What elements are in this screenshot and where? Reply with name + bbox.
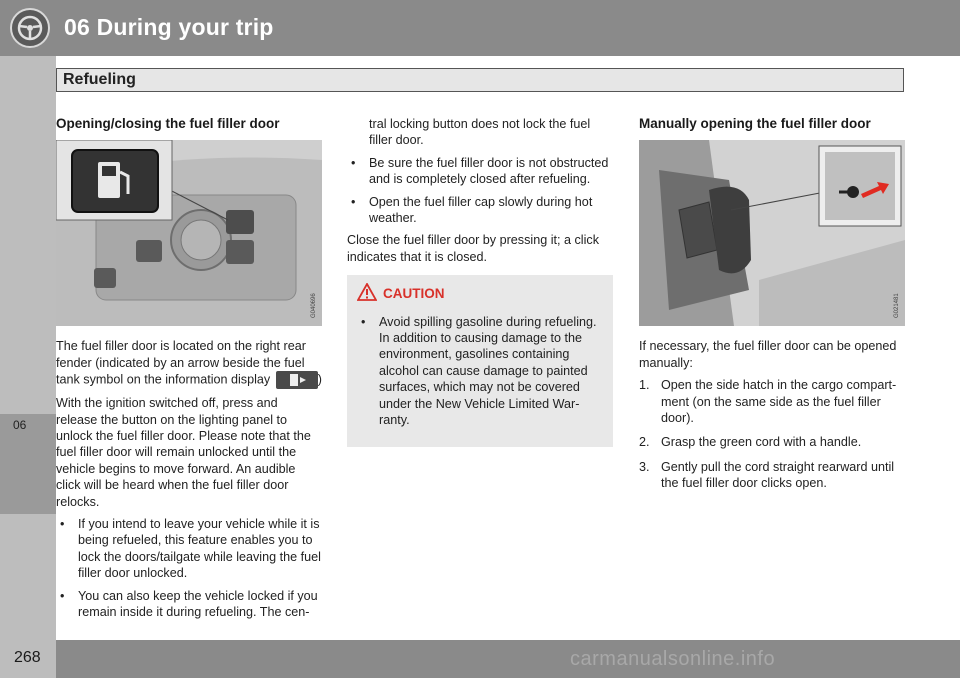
chapter-tab-label: 06 <box>13 418 27 432</box>
column-left <box>56 116 322 627</box>
step-number: 1. <box>639 378 650 393</box>
bullet-item <box>347 155 613 188</box>
column-middle <box>347 116 613 447</box>
column-right <box>639 116 905 500</box>
paragraph-intro: If necessary, the fuel filler door can be opened manually: <box>639 339 897 370</box>
step-number: 3. <box>639 459 650 474</box>
step-item <box>639 377 905 426</box>
bullet-dot-icon: • <box>60 588 65 603</box>
step-text: Open the side hatch in the cargo compart-ment (on the same side as the fuel filler door). <box>661 378 897 426</box>
step-item <box>639 459 905 492</box>
cargo-hatch-illustration <box>639 140 905 326</box>
bullet-item <box>56 516 322 582</box>
caution-box <box>347 275 613 446</box>
caution-title: CAUTION <box>383 286 445 302</box>
page-header <box>0 0 960 56</box>
bullet-dot-icon: • <box>351 194 356 209</box>
bullet-text: Be sure the fuel filler door is not obstructed and is completely closed after refueling. <box>369 155 609 187</box>
paragraph-unlock: With the ignition switched off, press and release the button on the lighting panel to unlock the fuel filler door. Please note that the fuel filler door will remain unlocked until the vehicle begins to move forward. An audible click will be heard when the fuel filler door relocks. <box>56 396 311 509</box>
steering-wheel-icon <box>10 8 50 48</box>
continued-text: tral locking button does not lock the fuel filler door. <box>369 117 591 148</box>
bullet-dot-icon: • <box>351 155 356 170</box>
bullet-text: If you intend to leave your vehicle while it is being refueled, this feature enables you to lock the doors/tailgate while leaving the fuel filler door unlocked. <box>78 517 321 581</box>
paragraph-location-end: ) <box>317 372 322 387</box>
bullet-item <box>347 194 613 227</box>
step-text: Grasp the green cord with a handle. <box>661 435 862 450</box>
page-number: 268 <box>14 649 41 666</box>
step-number: 2. <box>639 435 650 450</box>
heading-opening-closing: Opening/closing the fuel filler door <box>56 116 280 131</box>
bullet-dot-icon: • <box>361 314 366 329</box>
bullet-text: Open the fuel filler cap slowly during hot weather. <box>369 194 593 226</box>
section-bar <box>56 68 904 92</box>
caution-bullet <box>357 314 603 429</box>
step-item <box>639 434 905 450</box>
chapter-tab <box>0 414 56 514</box>
image-code: G040696 <box>311 293 317 319</box>
chapter-side-strip <box>0 56 56 640</box>
caution-text: Avoid spilling gasoline during refueling. In addition to causing damage to the environment, gasolines containing alcohol can cause damage to painted surfaces, which may not be covered under the New Vehicle Limited War-ranty. <box>379 314 597 428</box>
image-code: G021481 <box>894 293 900 319</box>
heading-manual-opening: Manually opening the fuel filler door <box>639 116 871 131</box>
warning-icon <box>357 283 377 305</box>
caution-header <box>357 283 603 305</box>
paragraph-close: Close the fuel filler door by pressing it; a click indicates that it is closed. <box>347 233 599 264</box>
bullet-text: You can also keep the vehicle locked if you remain inside it during refueling. The cen- <box>78 588 318 620</box>
fuel-display-icon <box>276 371 318 389</box>
step-text: Gently pull the cord straight rearward until the fuel filler door clicks open. <box>661 459 895 491</box>
watermark: carmanualsonline.info <box>570 648 776 670</box>
page-footer <box>0 640 960 678</box>
bullet-item <box>56 588 322 621</box>
lighting-panel-illustration <box>56 140 322 326</box>
paragraph-location <box>56 338 322 389</box>
paragraph-location-text: The fuel filler door is located on the right rear fender (indicated by an arrow beside the fuel tank symbol on the information display <box>56 339 306 387</box>
section-title: Refueling <box>63 71 136 88</box>
chapter-title: 06 During your trip <box>64 14 274 40</box>
bullet-dot-icon: • <box>60 517 65 532</box>
